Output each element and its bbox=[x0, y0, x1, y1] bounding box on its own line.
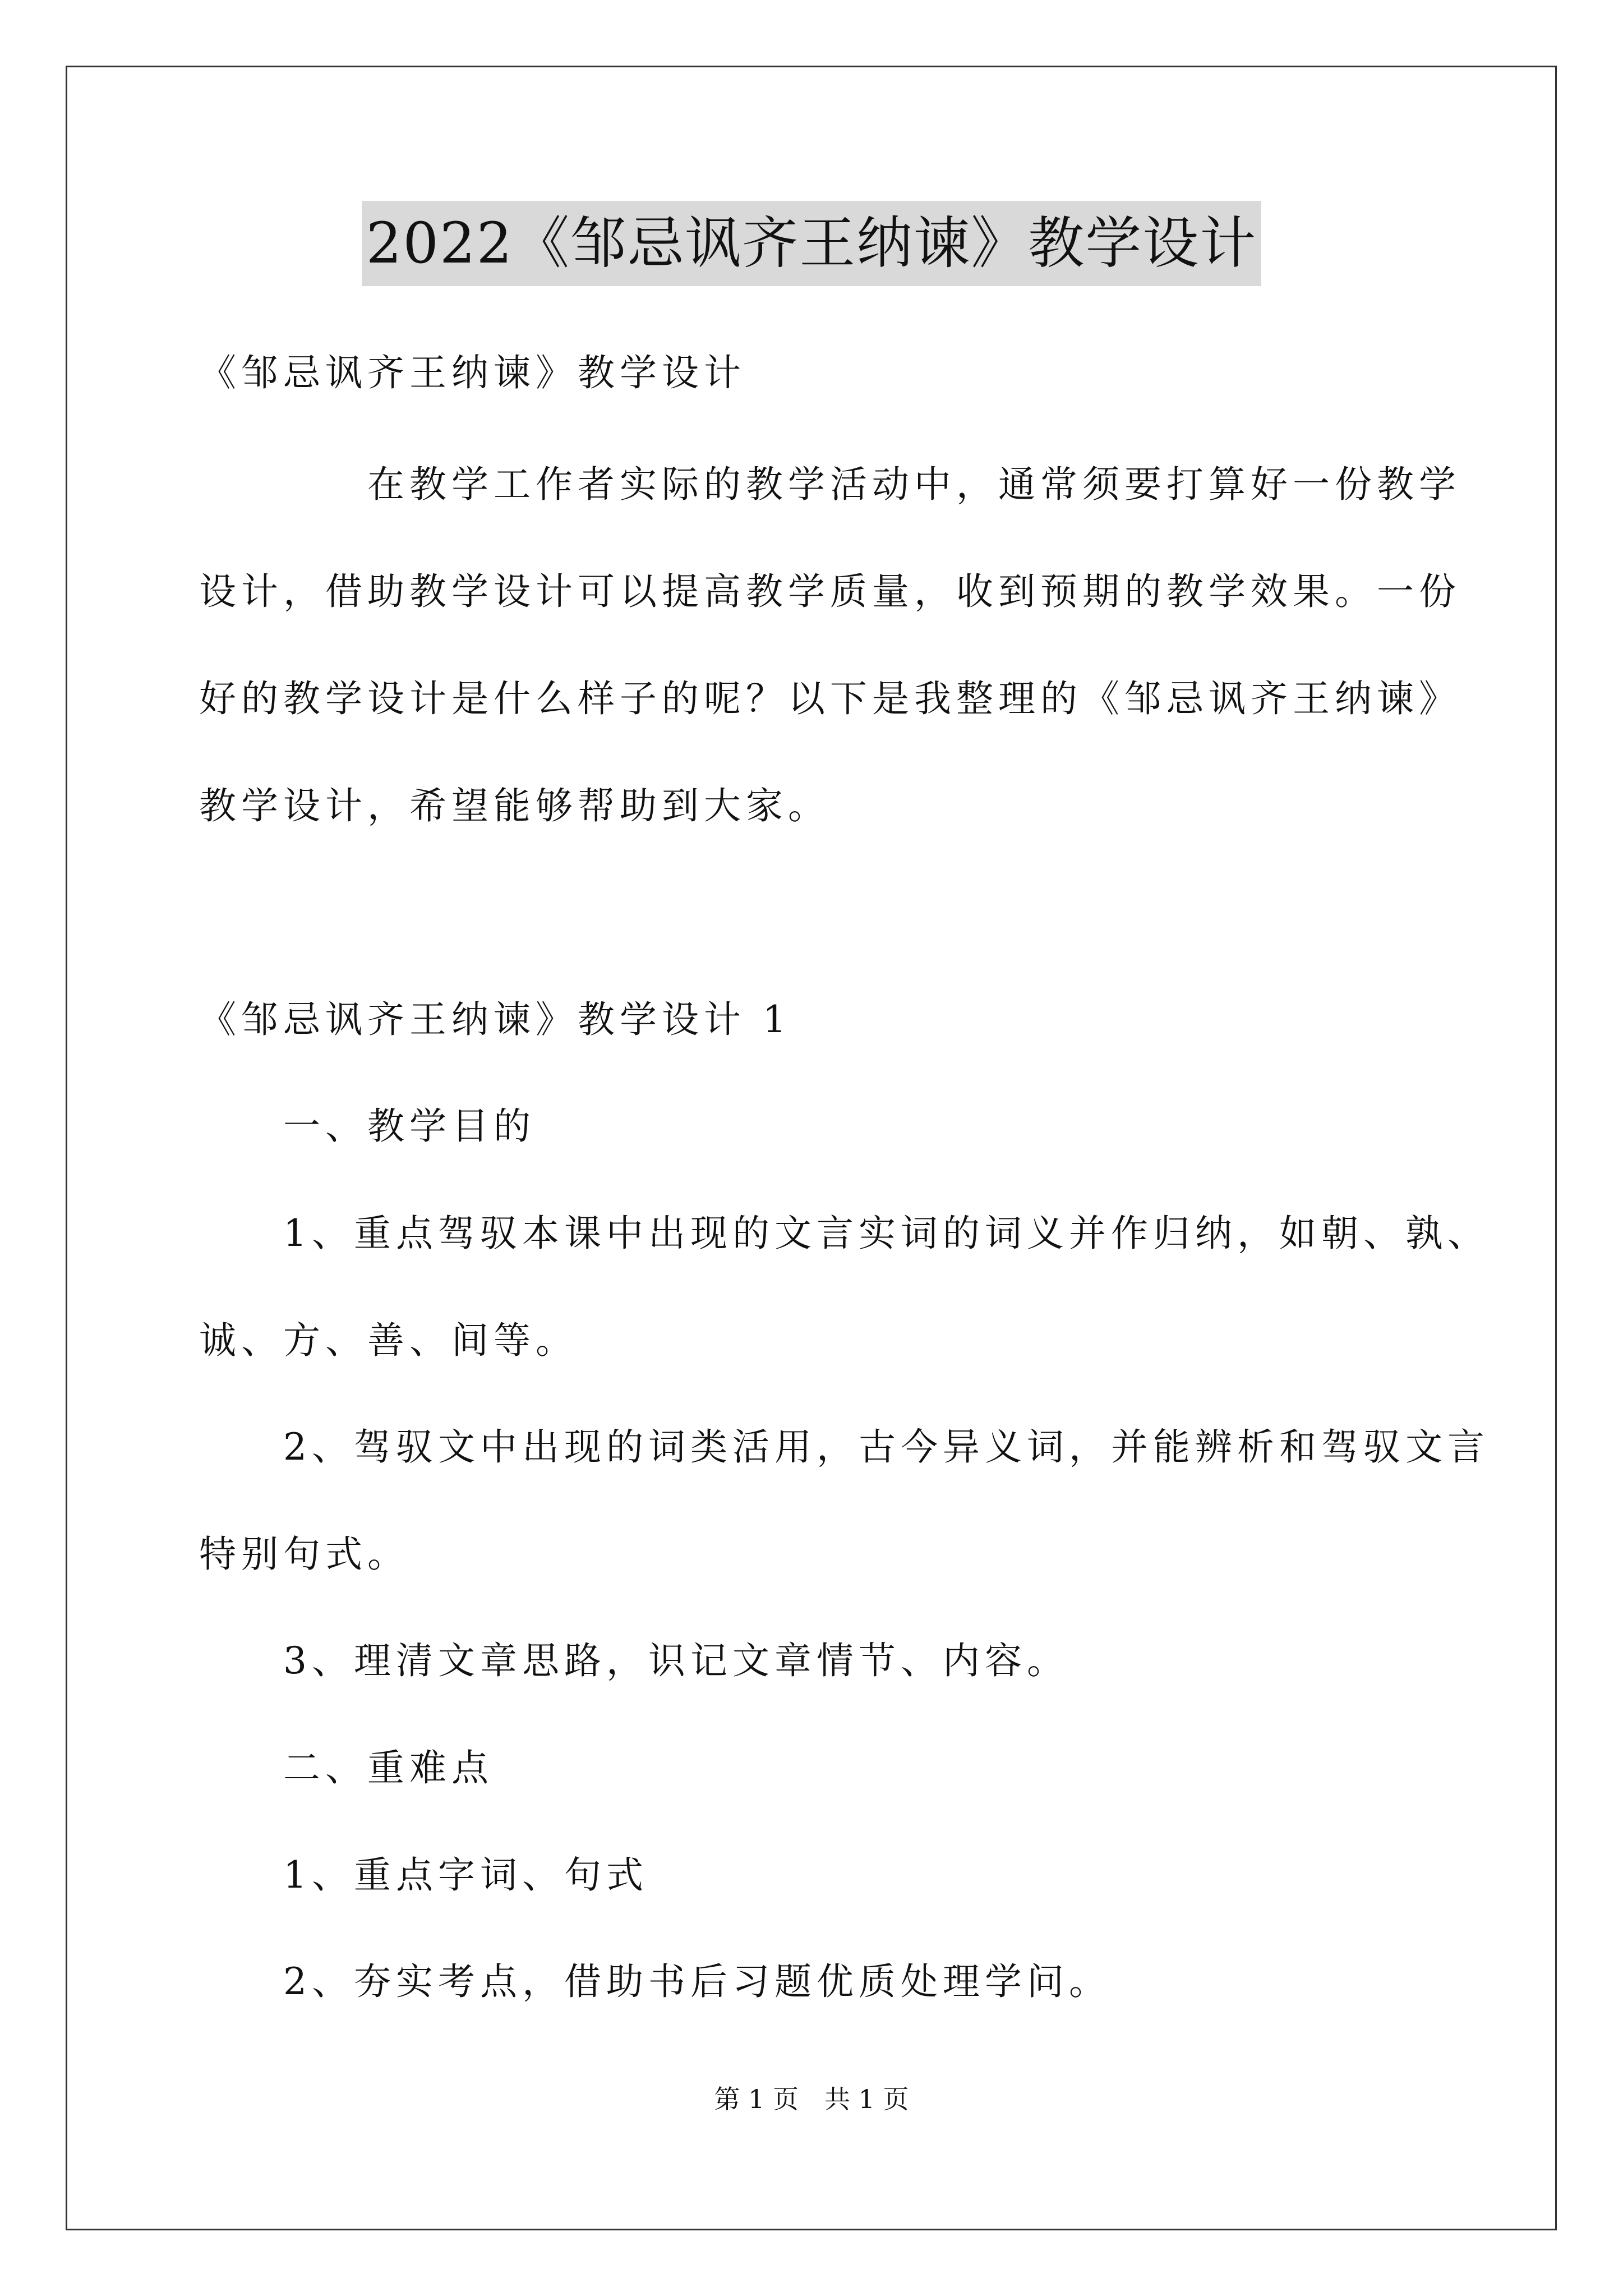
paragraph-line: 设计，借助教学设计可以提高教学质量，收到预期的教学效果。一份 bbox=[199, 570, 1461, 613]
page-footer: 第 1 页 共 1 页 bbox=[714, 2084, 909, 2114]
document-title: 2022《邹忌讽齐王纳谏》教学设计 bbox=[362, 201, 1262, 286]
paragraph-line: 诚、方、善、间等。 bbox=[199, 1319, 578, 1362]
paragraph-line: 1、重点驾驭本课中出现的文言实词的词义并作归纳，如朝、孰、 bbox=[199, 1212, 1490, 1255]
paragraph-line: 教学设计，希望能够帮助到大家。 bbox=[199, 784, 830, 827]
paragraph-line: 1、重点字词、句式 bbox=[199, 1853, 648, 1897]
paragraph-line: 好的教学设计是什么样子的呢？以下是我整理的《邹忌讽齐王纳谏》 bbox=[199, 677, 1461, 720]
paragraph-line: 在教学工作者实际的教学活动中，通常须要打算好一份教学 bbox=[199, 463, 1461, 506]
subsection-heading: 一、教学目的 bbox=[199, 1105, 536, 1148]
paragraph-line: 2、夯实考点，借助书后习题优质处理学问。 bbox=[199, 1960, 1111, 2003]
paragraph-line: 2、驾驭文中出现的词类活用，古今异义词，并能辨析和驾驭文言 bbox=[199, 1425, 1490, 1469]
section-heading: 《邹忌讽齐王纳谏》教学设计 1 bbox=[199, 998, 791, 1041]
subtitle-line: 《邹忌讽齐王纳谏》教学设计 bbox=[199, 351, 746, 394]
subsection-heading: 二、重难点 bbox=[199, 1746, 494, 1789]
title-container bbox=[0, 201, 1623, 286]
paragraph-line: 特别句式。 bbox=[199, 1533, 409, 1576]
paragraph-line: 3、理清文章思路，识记文章情节、内容。 bbox=[199, 1639, 1069, 1682]
